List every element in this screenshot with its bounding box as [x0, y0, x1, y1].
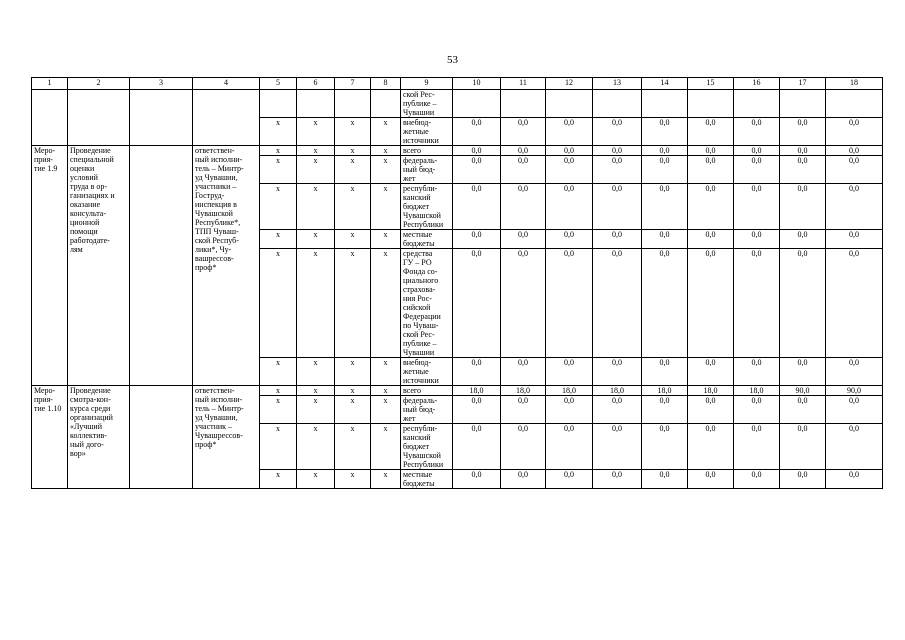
value-cell: 0,0: [780, 156, 826, 184]
value-cell: 0,0: [593, 396, 642, 424]
value-cell: 0,0: [734, 396, 780, 424]
column-number: 10: [453, 78, 501, 90]
activity-name: [68, 90, 130, 146]
value-cell: 0,0: [453, 396, 501, 424]
value-cell: 0,0: [780, 230, 826, 249]
value-cell: 0,0: [826, 146, 883, 156]
mark-cell: x: [260, 424, 297, 470]
mark-cell: x: [297, 184, 335, 230]
value-cell: 18,0: [453, 386, 501, 396]
column-number: 1: [32, 78, 68, 90]
value-cell: 0,0: [593, 249, 642, 358]
funding-source: средства ГУ – РО Фонда со- циального страхова- ния Рос- сийской Федерации по Чуваш- ской Рес- публике – Чувашии: [401, 249, 453, 358]
value-cell: 0,0: [453, 424, 501, 470]
value-cell: 0,0: [688, 146, 734, 156]
value-cell: 0,0: [593, 156, 642, 184]
mark-cell: x: [335, 230, 371, 249]
mark-cell: x: [297, 424, 335, 470]
value-cell: 0,0: [501, 358, 546, 386]
value-cell: 0,0: [453, 358, 501, 386]
value-cell: 0,0: [642, 470, 688, 489]
value-cell: 0,0: [826, 156, 883, 184]
value-cell: 18,0: [642, 386, 688, 396]
table-row: [32, 90, 883, 118]
executor: [193, 90, 260, 146]
column-number: 18: [826, 78, 883, 90]
value-cell: 0,0: [501, 230, 546, 249]
value-cell: 0,0: [642, 118, 688, 146]
value-cell: 0,0: [546, 396, 593, 424]
value-cell: [546, 90, 593, 118]
column-number: 3: [130, 78, 193, 90]
mark-cell: x: [260, 358, 297, 386]
funding-source: федераль- ный бюд- жет: [401, 396, 453, 424]
mark-cell: x: [297, 386, 335, 396]
value-cell: 0,0: [546, 358, 593, 386]
mark-cell: x: [260, 249, 297, 358]
value-cell: 0,0: [453, 146, 501, 156]
activity-name: Проведение смотра-кон- курса среди организаций «Лучший коллектив- ный дого- вор»: [68, 386, 130, 489]
value-cell: 0,0: [501, 156, 546, 184]
value-cell: 18,0: [546, 386, 593, 396]
mark-cell: x: [260, 230, 297, 249]
value-cell: 0,0: [642, 230, 688, 249]
mark-cell: x: [297, 230, 335, 249]
activity-name: Проведение специальной оценки условий труда в ор- ганизациях и оказание консульта- ционной помощи работодате- лям: [68, 146, 130, 386]
value-cell: 0,0: [826, 118, 883, 146]
column-number: 4: [193, 78, 260, 90]
value-cell: 0,0: [642, 424, 688, 470]
funding-source: республи- канский бюджет Чувашской Республики: [401, 424, 453, 470]
value-cell: 0,0: [546, 184, 593, 230]
value-cell: 0,0: [501, 470, 546, 489]
value-cell: [453, 90, 501, 118]
mark-cell: x: [335, 184, 371, 230]
mark-cell: x: [371, 396, 401, 424]
value-cell: 0,0: [501, 424, 546, 470]
column-number: 11: [501, 78, 546, 90]
value-cell: 0,0: [780, 358, 826, 386]
page-number: 53: [447, 54, 458, 66]
mark-cell: x: [260, 146, 297, 156]
value-cell: 0,0: [546, 230, 593, 249]
column-number: 12: [546, 78, 593, 90]
mark-cell: [371, 90, 401, 118]
value-cell: 0,0: [734, 358, 780, 386]
mark-cell: x: [335, 156, 371, 184]
value-cell: 90,0: [780, 386, 826, 396]
value-cell: 18,0: [688, 386, 734, 396]
value-cell: 18,0: [593, 386, 642, 396]
mark-cell: x: [371, 156, 401, 184]
mark-cell: x: [335, 424, 371, 470]
value-cell: [780, 90, 826, 118]
budget-table: [31, 77, 883, 489]
value-cell: 0,0: [688, 249, 734, 358]
mark-cell: x: [297, 358, 335, 386]
column-number: 9: [401, 78, 453, 90]
mark-cell: x: [260, 118, 297, 146]
mark-cell: x: [297, 118, 335, 146]
column-number: 13: [593, 78, 642, 90]
value-cell: 0,0: [734, 470, 780, 489]
value-cell: 0,0: [734, 118, 780, 146]
mark-cell: [297, 90, 335, 118]
value-cell: 0,0: [780, 470, 826, 489]
mark-cell: x: [335, 470, 371, 489]
funding-source: всего: [401, 146, 453, 156]
value-cell: 0,0: [593, 358, 642, 386]
table-row: [32, 386, 883, 396]
value-cell: 0,0: [688, 184, 734, 230]
value-cell: 0,0: [546, 249, 593, 358]
empty-cell: [130, 90, 193, 146]
value-cell: 0,0: [593, 118, 642, 146]
value-cell: 0,0: [453, 118, 501, 146]
value-cell: 0,0: [734, 249, 780, 358]
column-number: 16: [734, 78, 780, 90]
funding-source: местные бюджеты: [401, 470, 453, 489]
value-cell: 0,0: [642, 396, 688, 424]
mark-cell: x: [260, 470, 297, 489]
value-cell: 0,0: [642, 184, 688, 230]
value-cell: 0,0: [453, 249, 501, 358]
value-cell: 0,0: [826, 358, 883, 386]
value-cell: 0,0: [780, 396, 826, 424]
value-cell: 0,0: [780, 424, 826, 470]
value-cell: 0,0: [546, 146, 593, 156]
mark-cell: [260, 90, 297, 118]
column-number: 14: [642, 78, 688, 90]
value-cell: 0,0: [688, 358, 734, 386]
value-cell: 0,0: [688, 396, 734, 424]
mark-cell: x: [371, 230, 401, 249]
value-cell: 0,0: [501, 396, 546, 424]
mark-cell: x: [260, 184, 297, 230]
column-number: 7: [335, 78, 371, 90]
funding-source: ской Рес- публике – Чувашии: [401, 90, 453, 118]
mark-cell: x: [371, 184, 401, 230]
value-cell: 0,0: [642, 156, 688, 184]
value-cell: 0,0: [501, 146, 546, 156]
funding-source: внебюд- жетные источники: [401, 358, 453, 386]
value-cell: 0,0: [780, 184, 826, 230]
mark-cell: x: [371, 118, 401, 146]
value-cell: 0,0: [593, 230, 642, 249]
value-cell: 0,0: [453, 470, 501, 489]
column-number: 15: [688, 78, 734, 90]
executor: ответствен- ный исполни- тель – Минтр- уд Чувашии, участники – Гоструд- инспекция в Чувашской Республике*, ТПП Чуваш- ской Респуб- лики*, Чу- вашрессов- проф*: [193, 146, 260, 386]
column-number: 5: [260, 78, 297, 90]
activity-code: Меро- прия- тие 1.9: [32, 146, 68, 386]
mark-cell: x: [335, 249, 371, 358]
mark-cell: x: [371, 358, 401, 386]
mark-cell: x: [335, 358, 371, 386]
column-number: 2: [68, 78, 130, 90]
mark-cell: x: [297, 396, 335, 424]
value-cell: 0,0: [734, 146, 780, 156]
value-cell: 0,0: [688, 470, 734, 489]
mark-cell: x: [335, 396, 371, 424]
funding-source: федераль- ный бюд- жет: [401, 156, 453, 184]
mark-cell: x: [335, 386, 371, 396]
empty-cell: [130, 146, 193, 386]
mark-cell: x: [297, 156, 335, 184]
value-cell: 0,0: [688, 156, 734, 184]
value-cell: 0,0: [734, 184, 780, 230]
value-cell: 0,0: [826, 184, 883, 230]
value-cell: 0,0: [453, 156, 501, 184]
mark-cell: x: [371, 424, 401, 470]
value-cell: 0,0: [501, 249, 546, 358]
mark-cell: x: [297, 249, 335, 358]
value-cell: 0,0: [826, 230, 883, 249]
value-cell: 0,0: [734, 156, 780, 184]
column-number: 6: [297, 78, 335, 90]
value-cell: [688, 90, 734, 118]
activity-code: [32, 90, 68, 146]
value-cell: [593, 90, 642, 118]
executor: ответствен- ный исполни- тель – Минтр- уд Чувашии, участник – Чувашрессов- проф*: [193, 386, 260, 489]
value-cell: 0,0: [593, 184, 642, 230]
value-cell: 0,0: [826, 396, 883, 424]
empty-cell: [130, 386, 193, 489]
mark-cell: x: [260, 156, 297, 184]
value-cell: [501, 90, 546, 118]
mark-cell: x: [260, 386, 297, 396]
mark-cell: x: [297, 146, 335, 156]
value-cell: 0,0: [780, 146, 826, 156]
value-cell: 0,0: [826, 249, 883, 358]
mark-cell: x: [371, 146, 401, 156]
value-cell: 0,0: [453, 230, 501, 249]
column-number: 17: [780, 78, 826, 90]
table-row: [32, 146, 883, 156]
funding-source: местные бюджеты: [401, 230, 453, 249]
value-cell: 0,0: [688, 118, 734, 146]
value-cell: 0,0: [642, 249, 688, 358]
value-cell: 0,0: [734, 424, 780, 470]
value-cell: [734, 90, 780, 118]
activity-code: Меро- прия- тие 1.10: [32, 386, 68, 489]
value-cell: 0,0: [593, 470, 642, 489]
value-cell: 0,0: [780, 118, 826, 146]
value-cell: 0,0: [826, 424, 883, 470]
mark-cell: x: [371, 386, 401, 396]
value-cell: 0,0: [501, 118, 546, 146]
mark-cell: x: [297, 470, 335, 489]
funding-source: всего: [401, 386, 453, 396]
value-cell: 0,0: [546, 118, 593, 146]
value-cell: 0,0: [546, 424, 593, 470]
mark-cell: x: [371, 470, 401, 489]
value-cell: 0,0: [734, 230, 780, 249]
value-cell: 0,0: [593, 424, 642, 470]
value-cell: 90,0: [826, 386, 883, 396]
value-cell: 0,0: [546, 470, 593, 489]
funding-source: внебюд- жетные источники: [401, 118, 453, 146]
mark-cell: x: [260, 396, 297, 424]
value-cell: [642, 90, 688, 118]
funding-source: республи- канский бюджет Чувашской Республики: [401, 184, 453, 230]
value-cell: 18,0: [734, 386, 780, 396]
column-number: 8: [371, 78, 401, 90]
value-cell: 0,0: [688, 230, 734, 249]
value-cell: 0,0: [642, 146, 688, 156]
mark-cell: x: [335, 118, 371, 146]
mark-cell: [335, 90, 371, 118]
value-cell: 18,0: [501, 386, 546, 396]
value-cell: [826, 90, 883, 118]
mark-cell: x: [335, 146, 371, 156]
value-cell: 0,0: [688, 424, 734, 470]
value-cell: 0,0: [453, 184, 501, 230]
value-cell: 0,0: [593, 146, 642, 156]
value-cell: 0,0: [826, 470, 883, 489]
value-cell: 0,0: [780, 249, 826, 358]
value-cell: 0,0: [501, 184, 546, 230]
value-cell: 0,0: [642, 358, 688, 386]
header-row: [32, 78, 883, 90]
value-cell: 0,0: [546, 156, 593, 184]
mark-cell: x: [371, 249, 401, 358]
